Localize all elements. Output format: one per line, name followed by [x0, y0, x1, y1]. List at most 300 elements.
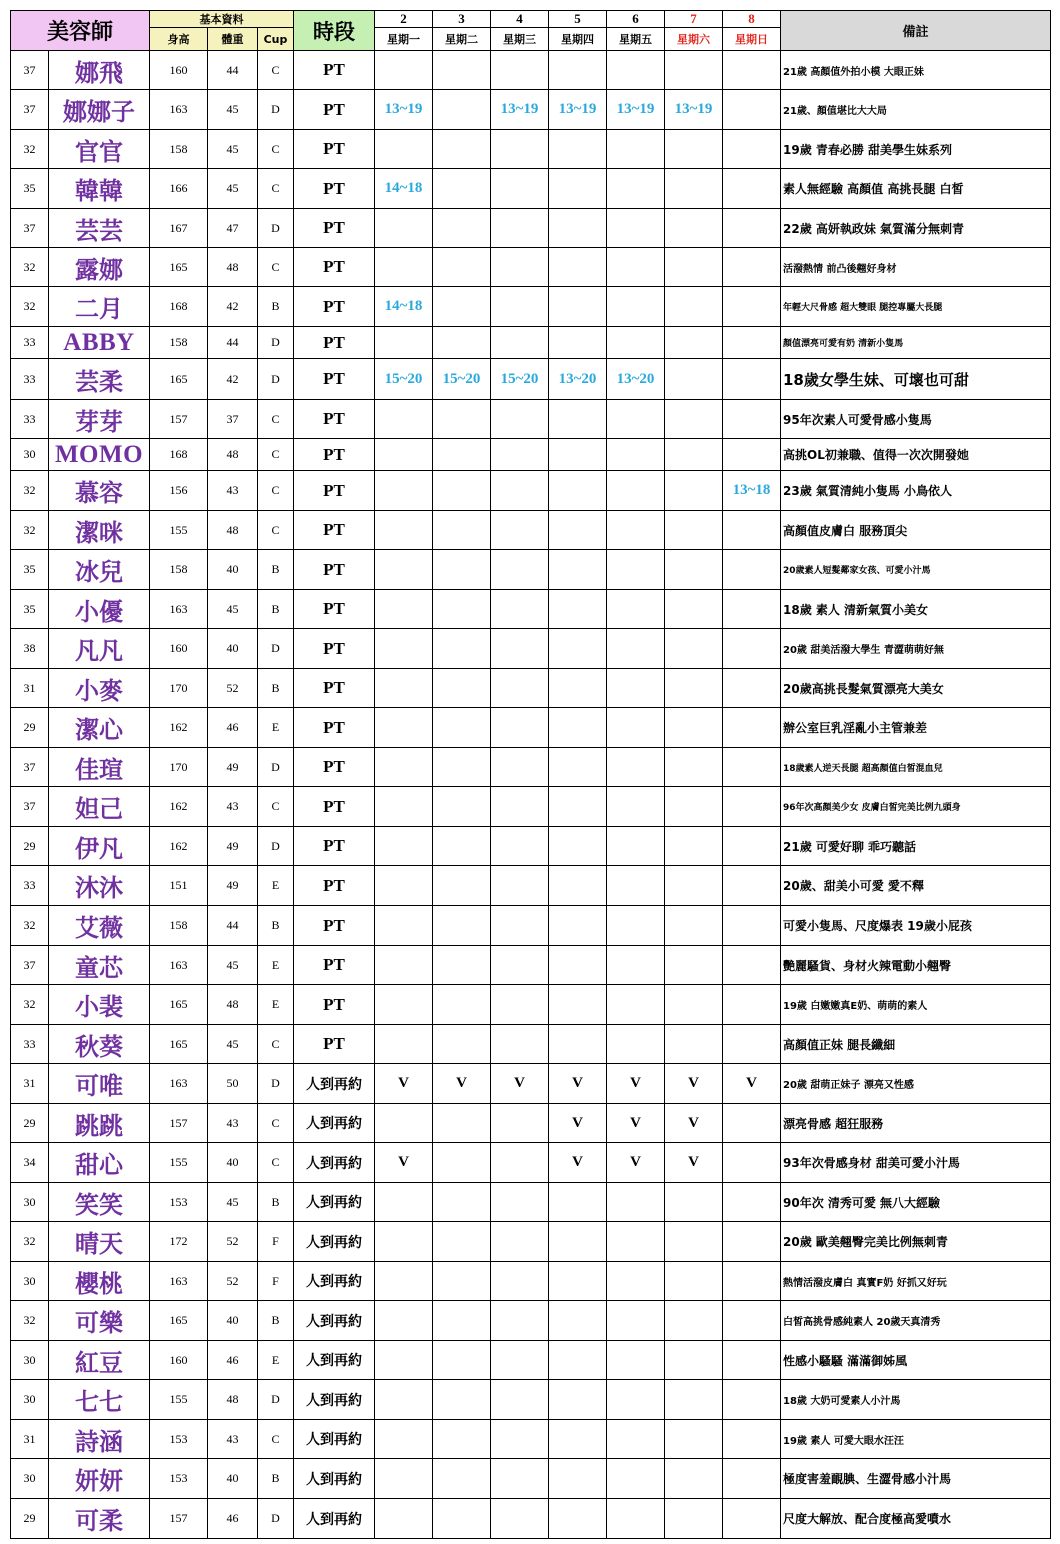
weight-value: 40 — [208, 629, 258, 669]
schedule-cell — [665, 985, 723, 1025]
schedule-cell — [491, 287, 549, 327]
height-value: 160 — [150, 51, 208, 90]
note-text: 19歲 青春必勝 甜美學生妹系列 — [781, 130, 1051, 169]
weight-value: 49 — [208, 827, 258, 866]
schedule-cell: 15~20 — [491, 359, 549, 400]
schedule-cell — [491, 550, 549, 590]
table-row — [11, 1301, 1051, 1341]
schedule-cell — [607, 400, 665, 439]
table-row — [11, 1341, 1051, 1380]
beautician-name: 甜心 — [49, 1143, 150, 1183]
schedule-cell — [375, 1222, 433, 1262]
slot-value: PT — [294, 827, 375, 866]
height-value: 162 — [150, 827, 208, 866]
row-number: 32 — [11, 985, 49, 1025]
weight-value: 45 — [208, 590, 258, 629]
schedule-cell — [433, 787, 491, 827]
schedule-cell — [549, 1262, 607, 1301]
schedule-cell — [665, 1301, 723, 1341]
schedule-cell — [491, 787, 549, 827]
schedule-cell — [723, 327, 781, 359]
height-value: 158 — [150, 130, 208, 169]
row-number: 37 — [11, 787, 49, 827]
schedule-cell: V — [549, 1064, 607, 1104]
schedule-cell — [549, 1380, 607, 1420]
schedule-cell — [433, 287, 491, 327]
note-text: 18歲女學生妹、可壞也可甜 — [781, 359, 1051, 400]
table-row — [11, 906, 1051, 946]
schedule-cell — [665, 130, 723, 169]
schedule-cell — [723, 708, 781, 748]
schedule-cell — [549, 130, 607, 169]
table-row — [11, 1420, 1051, 1459]
schedule-cell — [549, 906, 607, 946]
schedule-cell — [549, 787, 607, 827]
schedule-cell — [375, 866, 433, 906]
height-value: 162 — [150, 708, 208, 748]
schedule-cell — [549, 1183, 607, 1222]
slot-value: 人到再約 — [294, 1143, 375, 1183]
schedule-cell — [375, 787, 433, 827]
cup-value: D — [258, 748, 294, 787]
schedule-cell: 14~18 — [375, 169, 433, 209]
height-value: 168 — [150, 439, 208, 471]
schedule-cell — [723, 1143, 781, 1183]
schedule-cell — [607, 590, 665, 629]
weight-value: 45 — [208, 130, 258, 169]
table-row — [11, 90, 1051, 130]
slot-value: PT — [294, 169, 375, 209]
row-number: 32 — [11, 248, 49, 287]
slot-value: 人到再約 — [294, 1341, 375, 1380]
cup-value: D — [258, 90, 294, 130]
schedule-cell — [549, 1222, 607, 1262]
schedule-cell — [607, 1301, 665, 1341]
schedule-cell — [549, 669, 607, 708]
schedule-cell — [549, 629, 607, 669]
slot-value: PT — [294, 946, 375, 985]
schedule-cell — [549, 985, 607, 1025]
schedule-cell — [433, 439, 491, 471]
schedule-cell — [491, 471, 549, 511]
cup-value: C — [258, 1025, 294, 1064]
schedule-cell — [375, 827, 433, 866]
height-value: 153 — [150, 1459, 208, 1499]
schedule-cell — [491, 439, 549, 471]
row-number: 33 — [11, 359, 49, 400]
schedule-cell — [607, 51, 665, 90]
table-row — [11, 1025, 1051, 1064]
note-text: 90年次 清秀可愛 無八大經驗 — [781, 1183, 1051, 1222]
table-row — [11, 169, 1051, 209]
schedule-cell: V — [375, 1143, 433, 1183]
schedule-cell — [491, 590, 549, 629]
schedule-cell — [723, 1380, 781, 1420]
schedule-cell: V — [375, 1064, 433, 1104]
slot-value: 人到再約 — [294, 1183, 375, 1222]
weight-value: 43 — [208, 1104, 258, 1143]
schedule-cell — [433, 590, 491, 629]
cup-value: E — [258, 946, 294, 985]
schedule-cell — [723, 51, 781, 90]
note-text: 20歲 歐美翹臀完美比例無刺青 — [781, 1222, 1051, 1262]
schedule-cell — [607, 1025, 665, 1064]
schedule-cell: 13~19 — [491, 90, 549, 130]
note-text: 20歲 甜美活潑大學生 青澀萌萌好無 — [781, 629, 1051, 669]
schedule-cell — [723, 169, 781, 209]
table-row — [11, 1143, 1051, 1183]
schedule-cell — [433, 51, 491, 90]
beautician-name: 櫻桃 — [49, 1262, 150, 1301]
cup-value: D — [258, 327, 294, 359]
schedule-cell — [491, 248, 549, 287]
height-value: 158 — [150, 550, 208, 590]
schedule-cell — [433, 1499, 491, 1539]
schedule-cell — [491, 209, 549, 248]
height-value: 153 — [150, 1420, 208, 1459]
row-number: 32 — [11, 511, 49, 550]
schedule-cell — [491, 669, 549, 708]
schedule-cell — [433, 906, 491, 946]
weight-value: 45 — [208, 1183, 258, 1222]
cup-value: D — [258, 1064, 294, 1104]
weight-value: 52 — [208, 1222, 258, 1262]
row-number: 31 — [11, 1420, 49, 1459]
beautician-name: 凡凡 — [49, 629, 150, 669]
schedule-cell — [607, 866, 665, 906]
schedule-cell — [549, 1301, 607, 1341]
schedule-cell — [433, 1143, 491, 1183]
schedule-cell — [665, 1420, 723, 1459]
schedule-cell — [723, 748, 781, 787]
schedule-cell — [607, 787, 665, 827]
row-number: 30 — [11, 1341, 49, 1380]
schedule-cell — [665, 248, 723, 287]
cup-value: B — [258, 1301, 294, 1341]
schedule-cell — [607, 946, 665, 985]
weight-value: 48 — [208, 439, 258, 471]
height-value: 165 — [150, 359, 208, 400]
schedule-cell — [549, 590, 607, 629]
schedule-cell — [491, 1222, 549, 1262]
schedule-cell — [491, 1459, 549, 1499]
table-row — [11, 748, 1051, 787]
schedule-cell — [665, 1499, 723, 1539]
weight-value: 45 — [208, 1025, 258, 1064]
schedule-cell: 14~18 — [375, 287, 433, 327]
note-text: 辦公室巨乳淫亂小主管兼差 — [781, 708, 1051, 748]
cup-value: B — [258, 906, 294, 946]
slot-value: PT — [294, 287, 375, 327]
weekday-header: 星期六 — [665, 28, 723, 51]
height-value: 160 — [150, 1341, 208, 1380]
schedule-cell — [665, 1380, 723, 1420]
weight-value: 42 — [208, 287, 258, 327]
schedule-cell — [491, 130, 549, 169]
schedule-cell: V — [665, 1064, 723, 1104]
schedule-cell — [723, 1104, 781, 1143]
schedule-cell — [491, 1262, 549, 1301]
schedule-cell — [665, 866, 723, 906]
slot-value: PT — [294, 248, 375, 287]
schedule-cell — [549, 708, 607, 748]
schedule-cell — [375, 400, 433, 439]
cup-value: E — [258, 1341, 294, 1380]
note-text: 21歲 可愛好聊 乖巧聽話 — [781, 827, 1051, 866]
beautician-name: 韓韓 — [49, 169, 150, 209]
schedule-cell — [723, 1025, 781, 1064]
schedule-cell — [433, 400, 491, 439]
schedule-cell — [433, 708, 491, 748]
schedule-cell — [607, 327, 665, 359]
slot-value: PT — [294, 629, 375, 669]
note-text: 19歲 素人 可愛大眼水汪汪 — [781, 1420, 1051, 1459]
schedule-cell — [491, 400, 549, 439]
beautician-name: 小麥 — [49, 669, 150, 708]
schedule-cell — [665, 590, 723, 629]
schedule-cell — [723, 827, 781, 866]
weight-value: 49 — [208, 866, 258, 906]
schedule-cell — [433, 1380, 491, 1420]
slot-value: PT — [294, 327, 375, 359]
weight-value: 45 — [208, 946, 258, 985]
schedule-cell — [549, 827, 607, 866]
schedule-cell — [433, 1025, 491, 1064]
row-number: 37 — [11, 51, 49, 90]
row-number: 32 — [11, 471, 49, 511]
cup-value: C — [258, 471, 294, 511]
height-value: 170 — [150, 669, 208, 708]
slot-value: PT — [294, 51, 375, 90]
schedule-cell — [375, 1025, 433, 1064]
schedule-cell — [723, 1183, 781, 1222]
schedule-cell — [607, 1380, 665, 1420]
day-date-header: 8 — [723, 11, 781, 28]
cup-value: B — [258, 550, 294, 590]
schedule-cell — [549, 248, 607, 287]
cup-column-header: Cup — [258, 28, 294, 51]
schedule-cell — [433, 169, 491, 209]
row-number: 29 — [11, 827, 49, 866]
slot-value: PT — [294, 471, 375, 511]
schedule-cell: V — [607, 1143, 665, 1183]
note-text: 高顏值皮膚白 服務頂尖 — [781, 511, 1051, 550]
schedule-cell: 13~19 — [549, 90, 607, 130]
schedule-cell — [375, 471, 433, 511]
table-row — [11, 787, 1051, 827]
height-value: 160 — [150, 629, 208, 669]
beautician-name: 官官 — [49, 130, 150, 169]
schedule-cell — [491, 1301, 549, 1341]
beautician-name: 跳跳 — [49, 1104, 150, 1143]
beautician-name: 詩涵 — [49, 1420, 150, 1459]
schedule-cell — [723, 1420, 781, 1459]
note-text: 95年次素人可愛骨感小隻馬 — [781, 400, 1051, 439]
day-date-header: 5 — [549, 11, 607, 28]
slot-value: 人到再約 — [294, 1064, 375, 1104]
beautician-name: 可樂 — [49, 1301, 150, 1341]
slot-value: 人到再約 — [294, 1222, 375, 1262]
weight-value: 49 — [208, 748, 258, 787]
schedule-cell — [665, 51, 723, 90]
basic-info-header: 基本資料 — [150, 11, 294, 28]
beautician-name: 可柔 — [49, 1499, 150, 1539]
cup-value: C — [258, 439, 294, 471]
cup-value: F — [258, 1262, 294, 1301]
weight-value: 50 — [208, 1064, 258, 1104]
cup-value: C — [258, 1420, 294, 1459]
weekday-header: 星期日 — [723, 28, 781, 51]
schedule-cell — [549, 287, 607, 327]
schedule-cell — [665, 1262, 723, 1301]
cup-value: D — [258, 827, 294, 866]
table-row — [11, 439, 1051, 471]
weekday-header: 星期二 — [433, 28, 491, 51]
schedule-cell: V — [607, 1104, 665, 1143]
table-row — [11, 1499, 1051, 1539]
weight-value: 40 — [208, 1143, 258, 1183]
table-row — [11, 1064, 1051, 1104]
row-number: 30 — [11, 1183, 49, 1222]
slot-column-header: 時段 — [294, 11, 375, 51]
cup-value: C — [258, 787, 294, 827]
schedule-cell — [433, 1222, 491, 1262]
schedule-cell — [665, 629, 723, 669]
beautician-name: 娜飛 — [49, 51, 150, 90]
height-value: 163 — [150, 90, 208, 130]
note-text: 可愛小隻馬、尺度爆表 19歲小屁孩 — [781, 906, 1051, 946]
schedule-cell — [491, 1420, 549, 1459]
note-text: 18歲素人逆天長腿 超高顏值白皙混血兒 — [781, 748, 1051, 787]
schedule-cell — [723, 511, 781, 550]
schedule-cell — [665, 1459, 723, 1499]
schedule-cell — [433, 1341, 491, 1380]
row-number: 37 — [11, 90, 49, 130]
cup-value: C — [258, 511, 294, 550]
table-row — [11, 471, 1051, 511]
schedule-cell — [665, 906, 723, 946]
schedule-cell: 13~18 — [723, 471, 781, 511]
slot-value: PT — [294, 787, 375, 827]
schedule-cell — [665, 1341, 723, 1380]
schedule-cell — [433, 669, 491, 708]
schedule-cell — [723, 248, 781, 287]
name-column-header: 美容師 — [11, 11, 150, 51]
schedule-cell — [723, 550, 781, 590]
schedule-cell — [375, 209, 433, 248]
schedule-cell — [549, 946, 607, 985]
schedule-cell — [665, 359, 723, 400]
weight-value: 46 — [208, 708, 258, 748]
schedule-cell — [375, 1301, 433, 1341]
cup-value: E — [258, 985, 294, 1025]
schedule-cell — [665, 400, 723, 439]
cup-value: F — [258, 1222, 294, 1262]
schedule-cell — [491, 1499, 549, 1539]
schedule-cell — [375, 1420, 433, 1459]
schedule-cell — [607, 1459, 665, 1499]
day-date-header: 3 — [433, 11, 491, 28]
row-number: 29 — [11, 1104, 49, 1143]
schedule-cell — [375, 1341, 433, 1380]
cup-value: D — [258, 1499, 294, 1539]
height-value: 172 — [150, 1222, 208, 1262]
schedule-cell — [607, 439, 665, 471]
note-text: 極度害羞靦腆、生澀骨感小汁馬 — [781, 1459, 1051, 1499]
cup-value: D — [258, 629, 294, 669]
weekday-header: 星期五 — [607, 28, 665, 51]
slot-value: PT — [294, 1025, 375, 1064]
table-row — [11, 827, 1051, 866]
beautician-name: 小裴 — [49, 985, 150, 1025]
table-row — [11, 1222, 1051, 1262]
schedule-cell — [491, 169, 549, 209]
schedule-cell — [375, 511, 433, 550]
schedule-cell — [491, 511, 549, 550]
schedule-cell — [607, 130, 665, 169]
table-row — [11, 1104, 1051, 1143]
table-row — [11, 209, 1051, 248]
row-number: 35 — [11, 169, 49, 209]
table-row — [11, 51, 1051, 90]
cup-value: C — [258, 248, 294, 287]
schedule-cell: 13~19 — [607, 90, 665, 130]
slot-value: 人到再約 — [294, 1380, 375, 1420]
note-text: 年輕大尺骨感 超大雙眼 腿控專屬大長腿 — [781, 287, 1051, 327]
note-text: 18歲 素人 清新氣質小美女 — [781, 590, 1051, 629]
slot-value: PT — [294, 511, 375, 550]
schedule-cell — [723, 590, 781, 629]
beautician-name: 芸芸 — [49, 209, 150, 248]
schedule-cell — [607, 209, 665, 248]
schedule-cell — [549, 439, 607, 471]
schedule-cell — [607, 1420, 665, 1459]
slot-value: PT — [294, 669, 375, 708]
schedule-cell: 13~20 — [607, 359, 665, 400]
row-number: 30 — [11, 439, 49, 471]
schedule-cell — [665, 550, 723, 590]
schedule-cell — [723, 1262, 781, 1301]
beautician-name: 露娜 — [49, 248, 150, 287]
table-row — [11, 1183, 1051, 1222]
row-number: 37 — [11, 946, 49, 985]
schedule-cell — [491, 327, 549, 359]
table-row — [11, 866, 1051, 906]
schedule-cell — [433, 130, 491, 169]
schedule-cell — [723, 629, 781, 669]
schedule-cell — [375, 248, 433, 287]
schedule-cell — [375, 1183, 433, 1222]
beautician-name: ABBY — [49, 327, 150, 359]
schedule-cell — [549, 400, 607, 439]
schedule-cell — [433, 1301, 491, 1341]
note-text: 20歲 甜萌正妹子 漂亮又性感 — [781, 1064, 1051, 1104]
schedule-cell — [433, 1183, 491, 1222]
slot-value: PT — [294, 906, 375, 946]
note-text: 白皙高挑骨感純素人 20歲天真清秀 — [781, 1301, 1051, 1341]
table-row — [11, 669, 1051, 708]
slot-value: 人到再約 — [294, 1420, 375, 1459]
table-row — [11, 590, 1051, 629]
schedule-cell: V — [665, 1104, 723, 1143]
schedule-cell — [607, 511, 665, 550]
schedule-cell — [549, 550, 607, 590]
note-text: 高挑OL初兼職、值得一次次開發她 — [781, 439, 1051, 471]
schedule-cell — [491, 1380, 549, 1420]
schedule-cell — [723, 90, 781, 130]
schedule-cell: 13~19 — [375, 90, 433, 130]
table-row — [11, 400, 1051, 439]
